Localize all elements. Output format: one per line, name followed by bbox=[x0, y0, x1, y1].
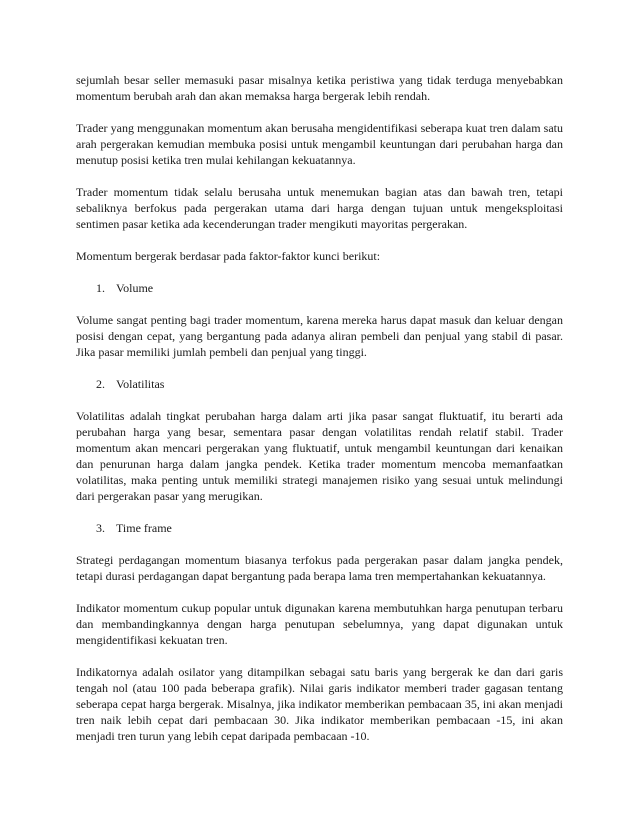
paragraph-factors-intro: Momentum bergerak berdasar pada faktor-faktor kunci berikut: bbox=[76, 249, 381, 263]
paragraph-time-frame: Strategi perdagangan momentum biasanya terfokus pada pergerakan pasar dalam jangka pendek, tetapi durasi perdagangan dapat bergantung pada berapa lama tren mempertahankan kekuatannya. bbox=[76, 553, 563, 583]
paragraph-volatilitas: Volatilitas adalah tingkat perubahan harga dalam arti jika pasar sangat fluktuatif, itu berarti ada perubahan harga yang besar, sementara pasar dengan volatilitas rendah relatif stabil. Trader momentum akan mencari pergerakan yang fluktuatif, untuk mengambil keuntungan dari kenaikan dan penurunan harga dalam jangka pendek. Ketika trader momentum mencoba memanfaatkan volatilitas, maka penting untuk memiliki strategi manajemen risiko yang sesuai untuk melindungi dari pergerakan pasar yang merugikan. bbox=[76, 409, 563, 503]
paragraph-volume: Volume sangat penting bagi trader momentum, karena mereka harus dapat masuk dan keluar dengan posisi dengan cepat, yang bergantung pada adanya aliran pembeli dan penjual yang stabil di pasar. Jika pasar memiliki jumlah pembeli dan penjual yang tinggi. bbox=[76, 313, 563, 359]
list-label: Volatilitas bbox=[116, 377, 165, 391]
paragraph-indikator: Indikator momentum cukup popular untuk digunakan karena membutuhkan harga penutupan terbaru dan membandingkannya dengan harga penutupan sebelumnya, yang dapat digunakan untuk mengidentifikasi kekuatan tren. bbox=[76, 601, 563, 647]
list-item-volume bbox=[76, 280, 563, 296]
list-number: 2. bbox=[96, 377, 105, 391]
paragraph-trader-focus: Trader momentum tidak selalu berusaha untuk menemukan bagian atas dan bawah tren, tetapi sebaliknya berfokus pada pergerakan utama dari harga dengan tujuan untuk mengeksploitasi sentimen pasar ketika ada kecenderungan trader mengikuti mayoritas pergerakan. bbox=[76, 185, 563, 231]
list-label: Volume bbox=[116, 281, 154, 295]
paragraph-osilator: Indikatornya adalah osilator yang ditampilkan sebagai satu baris yang bergerak ke dan dari garis tengah nol (atau 100 pada beberapa grafik). Nilai garis indikator memberi trader gagasan tentang seberapa cepat harga bergerak. Misalnya, jika indikator memberikan pembacaan 35, ini akan menjadi tren naik lebih cepat dari pembacaan 30. Jika indikator memberikan pembacaan -15, ini akan menjadi tren turun yang lebih cepat daripada pembacaan -10. bbox=[76, 665, 563, 743]
list-number: 1. bbox=[96, 281, 105, 295]
list-number: 3. bbox=[96, 521, 105, 535]
list-item-time-frame bbox=[76, 520, 563, 536]
paragraph-trader-momentum: Trader yang menggunakan momentum akan berusaha mengidentifikasi seberapa kuat tren dalam satu arah pergerakan kemudian membuka posisi untuk mengambil keuntungan dari perubahan harga dan menutup posisi ketika tren mulai kehilangan kekuatannya. bbox=[76, 121, 563, 167]
document-page bbox=[76, 72, 563, 760]
list-item-volatilitas bbox=[76, 376, 563, 392]
paragraph-intro: sejumlah besar seller memasuki pasar misalnya ketika peristiwa yang tidak terduga menyebabkan momentum berubah arah dan akan memaksa harga bergerak lebih rendah. bbox=[76, 73, 563, 103]
list-label: Time frame bbox=[116, 521, 172, 535]
